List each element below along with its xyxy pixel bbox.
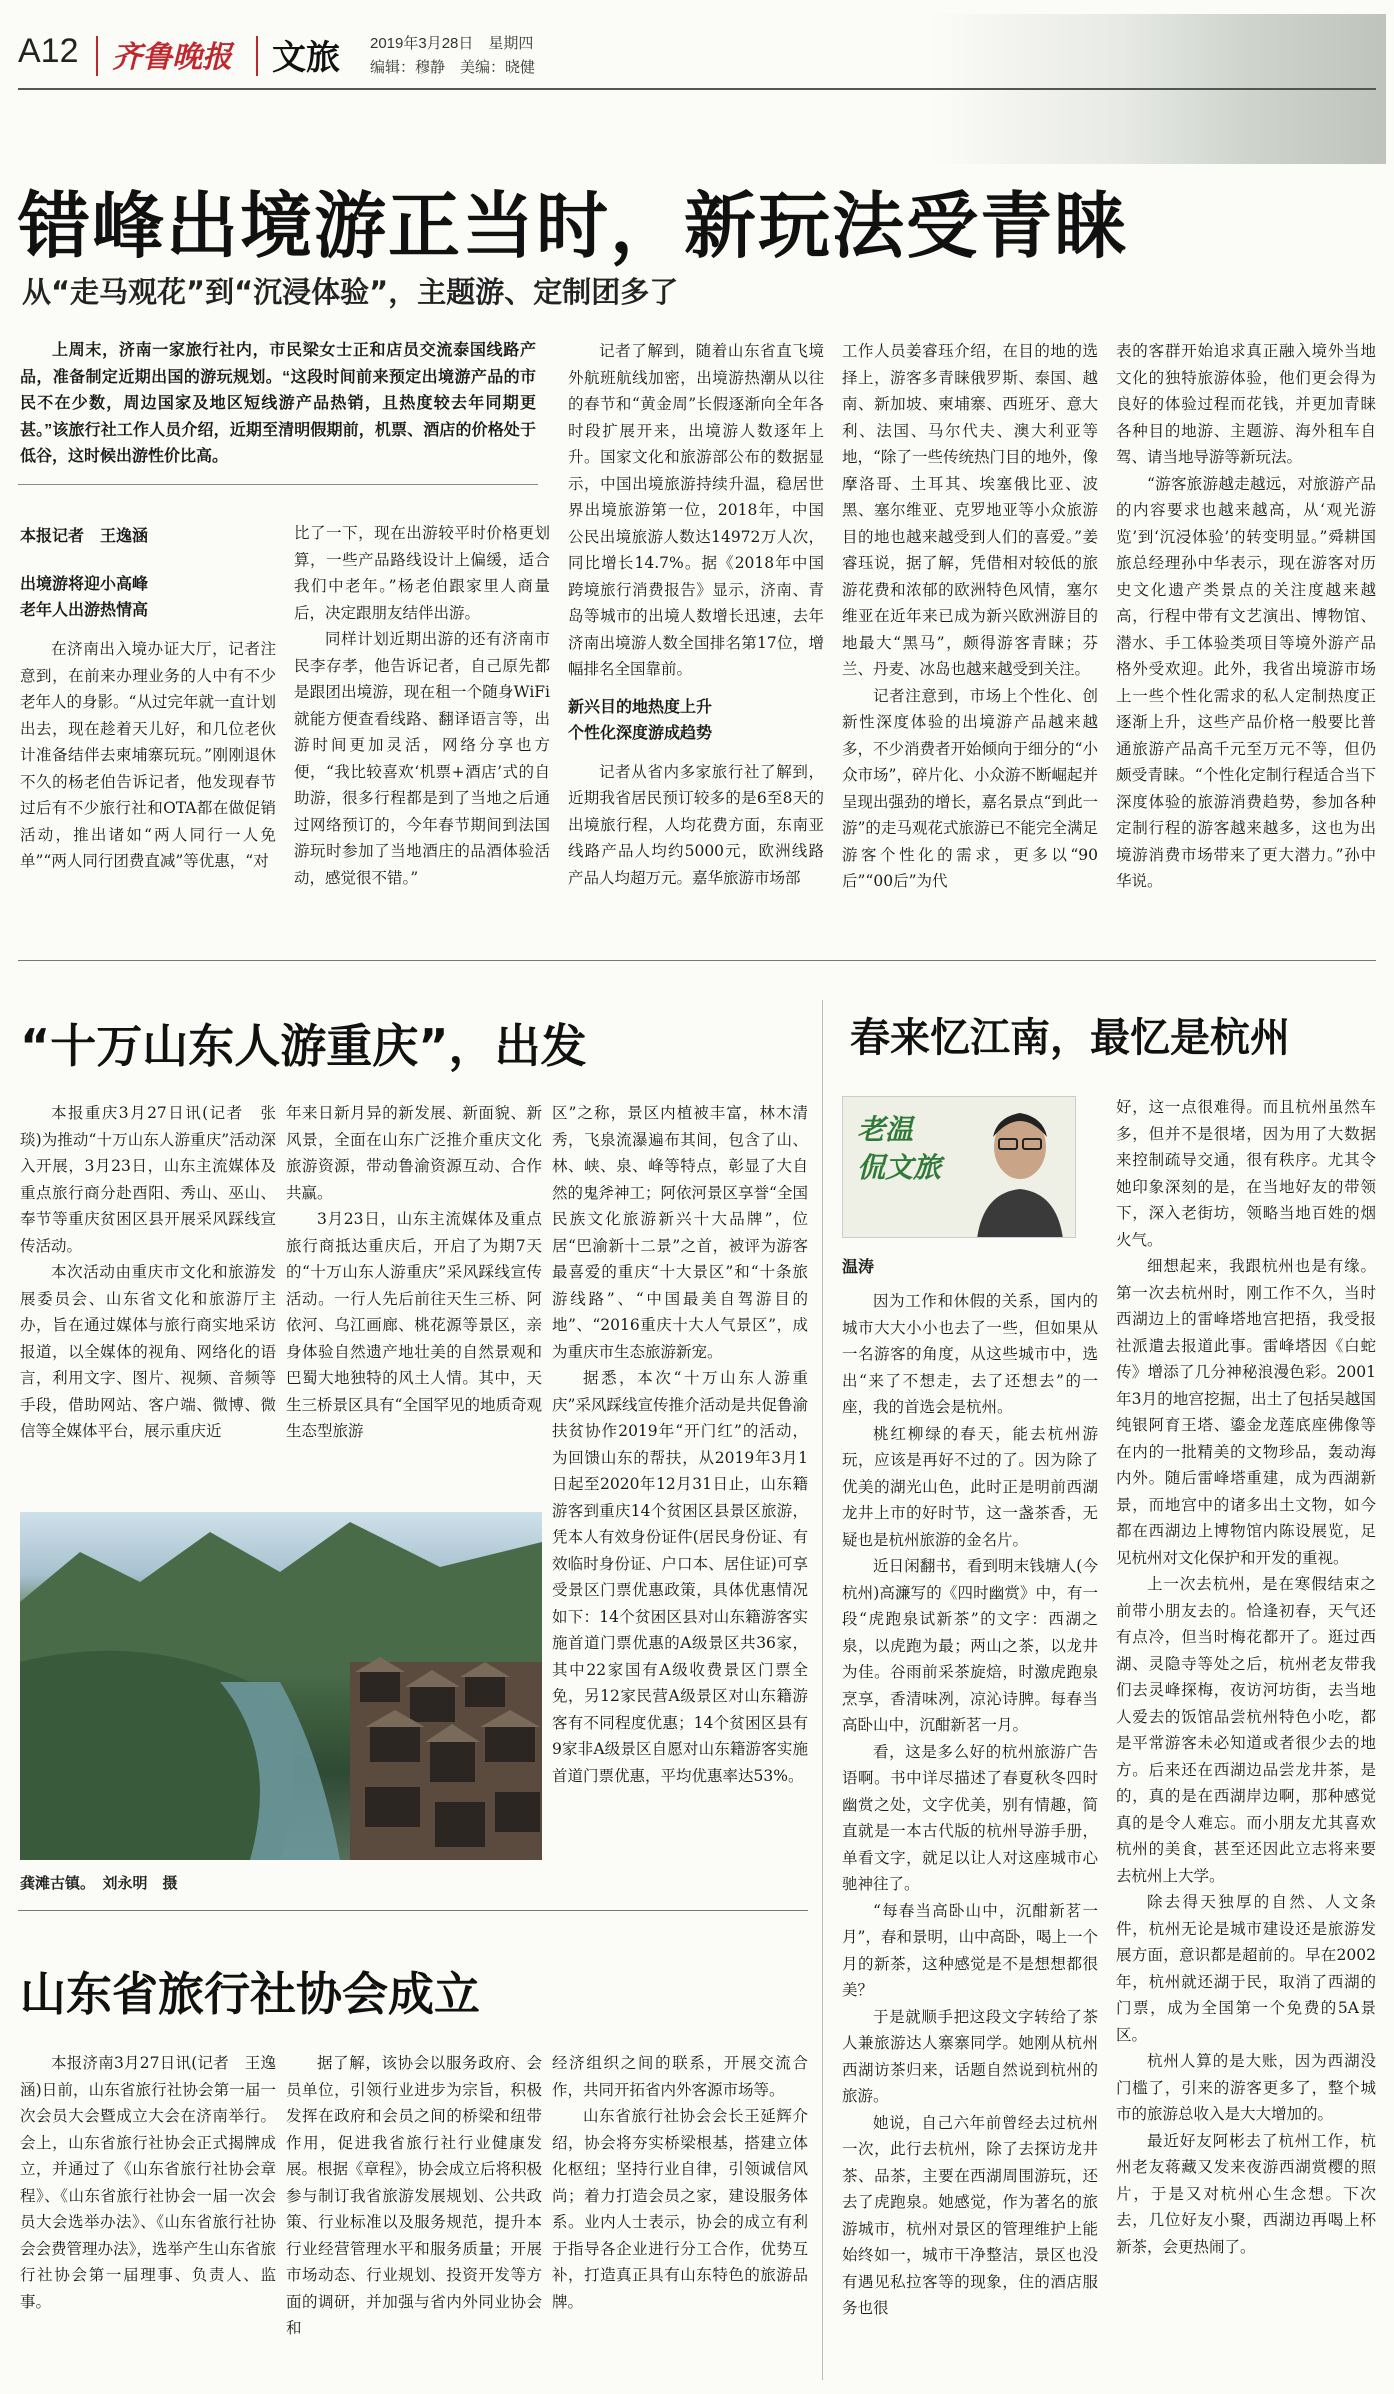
article3-title: 山东省旅行社协会成立 — [20, 1967, 480, 2021]
article4-divider — [822, 1000, 823, 2380]
column-logo — [842, 1096, 1076, 1238]
photo-caption: 龚滩古镇。 刘永明 摄 — [20, 1875, 178, 1892]
header-divider — [96, 36, 98, 76]
lead-rule — [18, 484, 538, 485]
date-text: 2019年3月28日 — [370, 35, 474, 52]
article1-subhead-2: 新兴目的地热度上升 个性化深度游成趋势 — [568, 698, 713, 742]
article1-col5: 表的客群开始追求真正融入境外当地文化的独特旅游体验，他们更会得为良好的体验过程而花钱，并更加青睐各种目的地游、主题游、海外租车自驾、请当地导游等新玩法。 “游客旅游越走越远，对旅游产品的内容要求也越来越高，从‘观光游览’到‘沉浸体验’的转变明显。”舜耕国旅总经理孙中华表示，现在游客对历史文化遗产类景点的关注度越来越高，行程中带有文艺演出、博物馆、潜水、手工体验类项目等境外游产品格外受欢迎。此外，我省出境游市场上一些个性化需求的私人定制热度正逐渐上升，这些产品价格一般要比普通旅游产品高千元至万元不等，但仍颇受青睐。“个性化定制行程适合当下深度体验的旅游消费趋势，参加各种定制行程的游客越来越多，这也为出境游消费市场带来了更大潜力。”孙中华说。 — [1116, 342, 1376, 890]
header-rule — [18, 88, 1376, 90]
section-name: 文旅 — [272, 38, 340, 78]
article1-bottom-rule — [18, 960, 1376, 961]
article4-col2: 好，这一点很难得。而且杭州虽然车多，但并不是很堵，因为用了大数据来控制疏导交通，很有秩序。尤其令她印象深刻的是，在当地好友的带领下，深入老街坊，领略当地百姓的烟火气。 细想起来，我跟杭州也是有缘。第一次去杭州时，刚工作不久，当时西湖边上的雷峰塔地宫把捂，我受报社派遣去报道此事。雷峰塔因《白蛇传》增添了几分神秘浪漫色彩。2001年3月的地宫挖掘，出土了包括吴越国纯银阿育王塔、鎏金龙莲底座佛像等在内的一批精美的文物珍品，轰动海内外。随后雷峰塔重建，成为西湖新景，而地宫中的诸多出土文物，如今都在西湖边上博物馆内陈设展览，足见杭州对文化保护和开发的重视。 上一次去杭州，是在寒假结束之前带小朋友去的。恰逢初春，天气还有点冷，但当时梅花都开了。逛过西湖、灵隐寺等处之后，杭州老友带我们去灵峰探梅，夜访河坊街，去当地人爱去的饭馆品尝杭州特色小吃，都是平常游客未必知道或者很少去的地方。后来还在西湖边品尝龙井茶，是的，真的是在西湖岸边啊，那种感觉真的是令人难忘。而小朋友尤其喜欢杭州的美食，甚至还因此立志将来要去杭州上大学。 除去得天独厚的自然、人文条件，杭州无论是城市建设还是旅游发展方面，意识都是超前的。早在2002年，杭州就还湖于民，取消了西湖的门票，成为全国第一个免费的5A景区。 杭州人算的是大账，因为西湖没门槛了，引来的游客更多了，整个城市的旅游总收入是大大增加的。 最近好友阿彬去了杭州工作，杭州老友蒋藏又发来夜游西湖赏樱的照片，于是又对杭州心生念想。下次去，几位好友小聚，西湖边再喝上杯新茶，会更热闹了。 — [1116, 1098, 1376, 2256]
article1-subtitle: 从“走马观花”到“沉浸体验”，主题游、定制团多了 — [22, 275, 679, 309]
editors-line: 编辑：穆静 美编：晓健 — [370, 59, 536, 76]
article1-col2: 比了一下，现在出游较平时价格更划算，一些产品路线设计上偏缓，适合我们中老年。”杨老伯跟家里人商量后，决定跟朋友结伴出游。 同样计划近期出游的还有济南市民李存孝，他告诉记者，自己原先都是跟团出境游，现在租一个随身WiFi就能方便查看线路、翻译语言等，出游时间更加灵活，网络分享也方便，“我比较喜欢‘机票+酒店’式的自助游，很多行程都是到了当地之后通过网络预订的，今年春节期间到法国游玩时参加了当地酒庄的品酒体验活动，感觉很不错。” — [294, 524, 550, 887]
article3-col1: 本报济南3月27日讯(记者 王逸涵)日前，山东省旅行社协会第一届一次会员大会暨成立大会在济南举行。会上，山东省旅行社协会正式揭牌成立，并通过了《山东省旅行社协会章程》、《山东省旅行社协会一届一次会员大会选举办法》、《山东省旅行社协会会费管理办法》，选举产生山东省旅行社协会第一届理事、负责人、监事。 — [20, 2054, 276, 2311]
photo-illustration — [20, 1512, 542, 1860]
column-name: 老温 侃文旅 — [857, 1113, 942, 1184]
article1-title: 错峰出境游正当时，新玩法受青睐 — [18, 184, 1129, 268]
article4-col1: 因为工作和休假的关系，国内的城市大大小小也去了一些，但如果从一名游客的角度，从这些城市中，选出“来了不想走，去了还想去”的一座，我的首选会是杭州。 桃红柳绿的春天，能去杭州游玩，应该是再好不过的了。因为除了优美的湖光山色，此时正是明前西湖龙井上市的好时节，这一盏茶香，无疑也是杭州旅游的金名片。 近日闲翻书，看到明末钱塘人(今杭州)高濂写的《四时幽赏》中，有一段“虎跑泉试新茶”的文字：西湖之泉，以虎跑为最；两山之茶，以龙井为佳。谷雨前采茶旋焙，时激虎跑泉烹享，香清味冽，凉沁诗脾。每春当高卧山中，沉酣新茗一月。 看，这是多么好的杭州旅游广告语啊。书中详尽描述了春夏秋冬四时幽赏之处，文字优美，别有情趣，简直就是一本古代版的杭州导游手册，单看文字，就足以让人对这座城市心驰神往了。 “每春当高卧山中，沉酣新茗一月”，春和景明，山中高卧，喝上一个月的新茶，这种感觉是不是想想都很美？ 于是就顺手把这段文字转给了茶人兼旅游达人寨寨同学。她刚从杭州西湖访茶归来，话题自然说到杭州的旅游。 她说，自己六年前曾经去过杭州一次，此行去杭州，除了去探访龙井茶、品茶，主要在西湖周围游玩，还去了虎跑泉。她感觉，作为著名的旅游城市，杭州对景区的管理维护上能始终如一，城市干净整洁，景区也没有遇见私拉客等的现象，住的酒店服务也很 — [842, 1292, 1098, 2317]
article2-col2: 年来日新月异的新发展、新面貌、新风景，全面在山东广泛推介重庆文化旅游资源，带动鲁渝资源互动、合作共赢。 3月23日，山东主流媒体及重点旅行商抵达重庆后，开启了为期7天的“十万山东人游重庆”采风踩线宣传活动。一行人先后前往天生三桥、阿依河、乌江画廊、桃花源等景区，亲身体验自然遗产地壮美的自然景观和巴蜀大地独特的风土人情。其中，天生三桥景区具有“全国罕见的地质奇观生态型旅游 — [286, 1104, 542, 1440]
article4-title: 春来忆江南，最忆是杭州 — [850, 1015, 1290, 1061]
article2-bottom-rule — [18, 1910, 808, 1911]
page-number: A12 — [18, 32, 79, 70]
article2-col3: 区”之称，景区内植被丰富，林木清秀，飞泉流瀑遍布其间，包含了山、林、峡、泉、峰等特点，彰显了大自然的鬼斧神工；阿依河景区享誉“全国民族文化旅游新兴十大品牌”，位居“巴渝新十二景”之首，被评为游客最喜爱的重庆“十大景区”和“十条旅游线路”、“中国最美自驾游目的地”、“2016重庆十大人气景区”，成为重庆市生态旅游新宠。 据悉，本次“十万山东人游重庆”采风踩线宣传推介活动是共促鲁渝扶贫协作2019年“开门红”的活动，为回馈山东的帮扶，从2019年3月1日起至2020年12月31日止，山东籍游客到重庆14个贫困区县景区旅游，凭本人有效身份证件(居民身份证、有效临时身份证、户口本、居住证)可享受景区门票优惠政策，具体优惠情况如下：14个贫困区县对山东籍游客实施首道门票优惠的A级景区共36家，其中22家国有A级收费景区门票全免，另12家民营A级景区对山东籍游客有不同程度优惠；14个贫困区县有9家非A级景区自愿对山东籍游客实施首道门票优惠，平均优惠率达53%。 — [552, 1104, 808, 1785]
header-divider-2 — [256, 36, 258, 76]
article1-col3: 记者了解到，随着山东省直飞境外航班航线加密，出境游热潮从以往的春节和“黄金周”长假逐渐向全年各时段扩展开来，出境游人数逐年上升。国家文化和旅游部公布的数据显示，中国出境旅游持续升温，稳居世界出境旅游第一位，2018年，中国公民出境旅游人数达14972万人次，同比增长14.7%。据《2018年中国跨境旅行消费报告》显示，济南、青岛等城市的出境人数增长迅速，去年济南出境游人数全国排名第17位，增幅排名全国靠前。 新兴目的地热度上升 个性化深度游成趋势 记者从省内多家旅行社了解到，近期我省居民预订较多的是6至8天的出境旅行程，人均花费方面，东南亚线路产品人均约5000元，欧洲线路产品人均超万元。嘉华旅游市场部 — [568, 342, 824, 887]
weekday-text: 星期四 — [488, 35, 534, 52]
article4-byline: 温涛 — [842, 1259, 875, 1276]
article2-title: “十万山东人游重庆”，出发 — [20, 1019, 587, 1073]
article1-col4: 工作人员姜睿珏介绍，在目的地的选择上，游客多青睐俄罗斯、泰国、越南、新加坡、柬埔寨、西班牙、意大利、法国、马尔代夫、澳大利亚等地，“除了一些传统热门目的地外，像摩洛哥、土耳其、埃塞俄比亚、波黑、塞尔维亚、克罗地亚等小众旅游目的地也越来越受到人们的喜爱。”姜睿珏说，据了解，凭借相对较低的旅游花费和浓郁的欧洲特色风情，塞尔维亚在近年来已成为新兴欧洲游目的地最大“黑马”，颇得游客青睐；芬兰、丹麦、冰岛也越来越受到关注。 记者注意到，市场上个性化、创新性深度体验的出境游产品越来越多，不少消费者开始倾向于细分的“小众市场”，碎片化、小众游不断崛起并呈现出强劲的增长，嘉名景点“到此一游”的走马观花式旅游已不能完全满足游客个性化的需求，更多以“90后”“00后”为代 — [842, 342, 1098, 890]
newspaper-logo: 齐鲁晚报 — [112, 40, 232, 75]
header-date — [370, 32, 533, 53]
article1-byline: 本报记者 王逸涵 — [20, 528, 149, 545]
article2-col1: 本报重庆3月27日讯(记者 张琰)为推动“十万山东人游重庆”活动深入开展，3月23日，山东主流媒体及重点旅行商分赴酉阳、秀山、巫山、奉节等重庆贫困区县开展采风踩线宣传活动。 本次活动由重庆市文化和旅游发展委员会、山东省文化和旅游厅主办，旨在通过媒体与旅行商实地采访报道，以全媒体的视角、网络化的语言，利用文字、图片、视频、音频等手段，借助网站、客户端、微博、微信等全媒体平台，展示重庆近 — [20, 1104, 276, 1440]
article3-col3: 经济组织之间的联系，开展交流合作，共同开拓省内外客源市场等。 山东省旅行社协会会长王延辉介绍，协会将夯实桥梁根基，搭建立体化枢纽；坚持行业自律，引领诚信风尚；着力打造会员之家，建设服务体系。业内人士表示，协会的成立有利于指导各企业进行分工合作，优势互补，打造真正具有山东特色的旅游品牌。 — [552, 2054, 808, 2311]
author-portrait — [963, 1097, 1076, 1238]
article1-subhead-1: 出境游将迎小高峰 老年人出游热情高 — [20, 576, 149, 619]
gongtan-town-photo — [20, 1512, 542, 1860]
article1-col1: 本报记者 王逸涵 出境游将迎小高峰 老年人出游热情高 在济南出入境办证大厅，记者注意到，在前来办理业务的人中有不少老年人的身影。“从过完年就一直计划出去，现在趁着天儿好，和几位老伙计准备结伴去柬埔寨玩玩。”刚刚退休不久的杨老伯告诉记者，他发现春节过后有不少旅行社和OTA都在做促销活动，推出诸如“两人同行一人免单”“两人同行团费直减”等优惠，“对 — [20, 520, 276, 940]
article3-col2: 据了解，该协会以服务政府、会员单位，引领行业进步为宗旨，积极发挥在政府和会员之间的桥梁和纽带作用，促进我省旅行社行业健康发展。根据《章程》，协会成立后将积极参与制订我省旅游发展规划、公共政策、行业标准以及服务规范，提升本行业经营管理水平和服务质量；开展市场动态、行业规划、投资开发等方面的调研，并加强与省内外同业协会和 — [286, 2054, 542, 2337]
article1-lead: 上周末，济南一家旅行社内，市民梁女士正和店员交流泰国线路产品，准备制定近期出国的游玩规划。“这段时间前来预定出境游产品的市民不在少数，周边国家及地区短线游产品热销，且热度较去年同期更甚。”该旅行社工作人员介绍，近期至清明假期前，机票、酒店的价格处于低谷，这时候出游性价比高。 — [20, 342, 536, 465]
